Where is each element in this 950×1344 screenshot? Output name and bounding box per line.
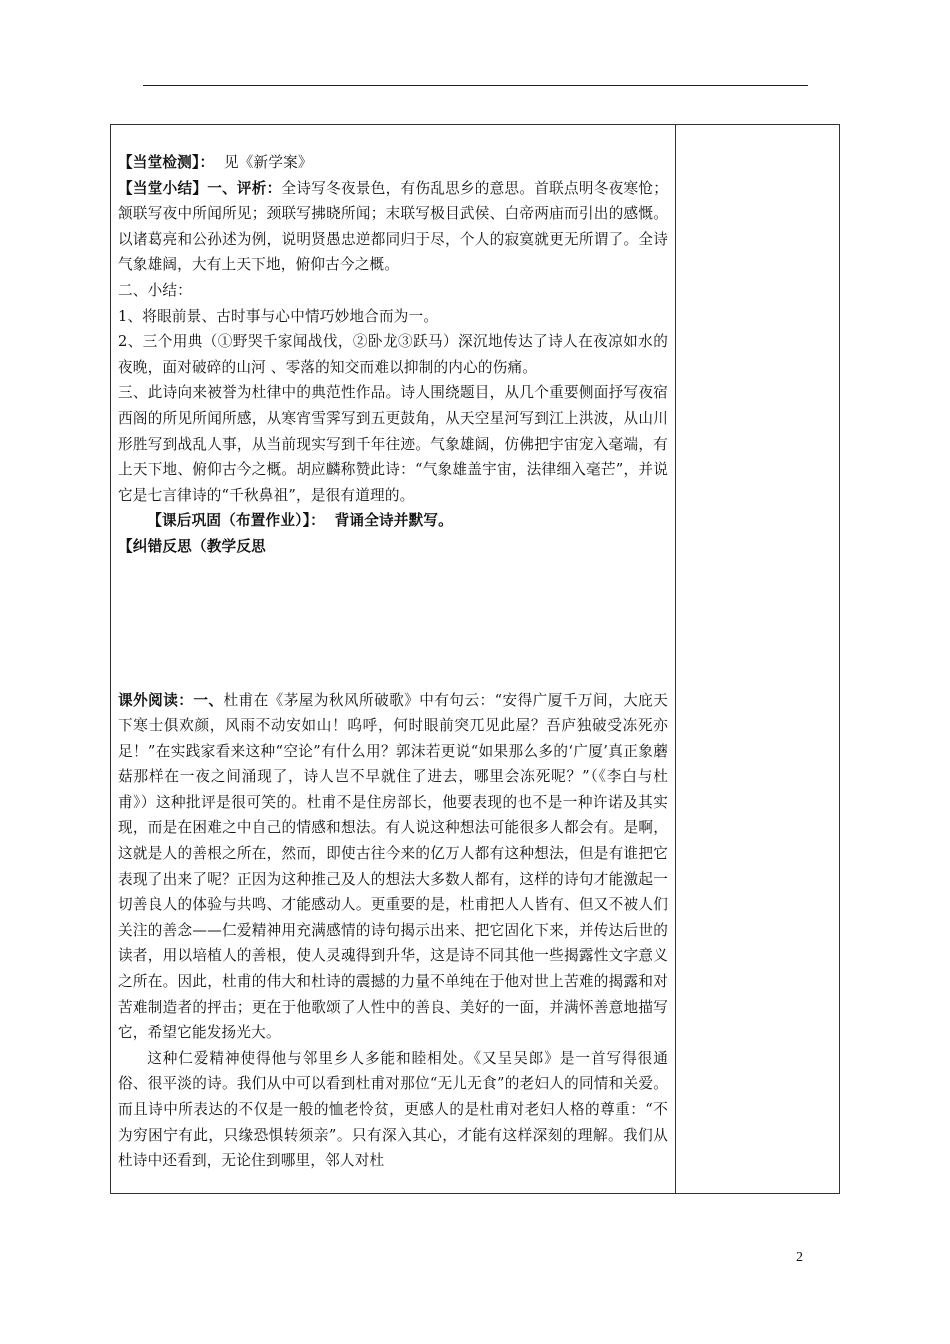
check-label: 【当堂检测】： — [118, 154, 215, 171]
homework-text: 背诵全诗并默写。 — [334, 512, 453, 530]
table-column-divider — [675, 124, 676, 1194]
reading-sub-label: 一、 — [193, 691, 224, 709]
summary-point-2: 2、三个用典（①野哭千家闻战伐，②卧龙③跃马）深沉地传达了诗人在夜凉如水的夜晚，面对破碎的山河 、零落的知交而难以抑制的内心的伤痛。 — [118, 333, 668, 376]
summary-heading-2: 二、小结： — [118, 281, 192, 299]
reading-para-1-text: 杜甫在《茅屋为秋风所破歌》中有句云：“安得广厦千万间，大庇天下寒士俱欢颜，风雨不动安如山！呜呼，何时眼前突兀见此屋？吾庐独破受冻死亦足！”在实践家看来这种“空论”有什么用？郭沫若更说“如果那么多的‘广厦’真正象蘑菇那样在一夜之间涌现了，诗人岂不早就住了进去，哪里会冻死呢？”（《李白与杜甫》）这种批评是很可笑的。杜甫不是住房部长，他要表现的也不是一种许诺及其实现，而是在困难之中自己的情感和想法。有人说这种想法可能很多人都会有。是啊，这就是人的善根之所在，然而，即使古往今来的亿万人都有这种想法，但是有谁把它表现了出来了呢？正因为这种推己及人的想法大多数人都有，这样的诗句才能激起一切善良人的体验与共鸣、才能感动人。更重要的是，杜甫把人人皆有、但又不被人们关注的善念——仁爱精神用充满感情的诗句揭示出来、把它固化下来，并传达后世的读者，用以培植人的善根，使人灵魂得到升华，这是诗不同其他一些揭露性文字意义之所在。因此，杜甫的伟大和杜诗的震撼的力量不单纯在于他对世上苦难的揭露和对苦难制造者的抨击；更在于他歌颂了人性中的善良、美好的一面，并满怀善意地描写它，希望它能发扬光大。 — [118, 691, 668, 1042]
homework-label: 【课后巩固（布置作业）】： — [147, 512, 325, 530]
reading-label: 课外阅读： — [118, 691, 194, 709]
reflection-label: 【纠错反思（教学反思 — [118, 537, 266, 555]
check-line — [118, 150, 668, 176]
summary-label: 【当堂小结】 — [118, 179, 208, 197]
summary-analysis — [118, 176, 668, 278]
summary-point-3: 三、此诗向来被誉为杜律中的典范性作品。诗人围绕题目，从几个重要侧面抒写夜宿西阁的所见所闻所感，从寒宵雪霁写到五更鼓角，从天空星河写到江上洪波，从山川形胜写到战乱人事，从当前现实写到千年往迹。气象雄阔，仿佛把宇宙宠入毫端，有上天下地、俯仰古今之概。胡应麟称赞此诗：“气象雄盖宇宙，法律细入毫芒”，并说它是七言律诗的“千秋鼻祖”，是很有道理的。 — [118, 384, 668, 504]
reflection-blank-area — [118, 560, 668, 688]
header-rule — [143, 85, 808, 86]
check-text: 见《新学案》 — [223, 154, 313, 171]
summary-sub-label: 一、评析： — [207, 179, 282, 197]
page-number: 2 — [796, 1250, 803, 1265]
homework-line — [118, 508, 668, 534]
summary-point-1: 1、将眼前景、古时事与心中情巧妙地合而为一。 — [118, 307, 439, 325]
reading-para-1 — [118, 688, 668, 1046]
summary-analysis-text: 全诗写冬夜景色，有伤乱思乡的意思。首联点明冬夜寒怆；颔联写夜中所闻所见；颈联写拂晓所闻；末联写极目武侯、白帝两庙而引出的感慨。以诸葛亮和公孙述为例，说明贤愚忠逆都同归于尽，个人的寂寞就更无所谓了。全诗气象雄阔，大有上天下地，俯仰古今之概。 — [118, 179, 668, 274]
table-cell-main — [118, 150, 668, 1174]
reading-para-2: 这种仁爱精神使得他与邻里乡人多能和睦相处。《又呈吴郎》是一首写得很通俗、很平淡的诗。我们从中可以看到杜甫对那位“无儿无食”的老妇人的同情和关爱。而且诗中所表达的不仅是一般的恤老怜贫，更感人的是杜甫对老妇人格的尊重：“不为穷困宁有此，只缘恐惧转须亲”。只有深入其心，才能有这样深刻的理解。我们从杜诗中还看到，无论住到哪里，邻人对杜 — [118, 1049, 668, 1170]
